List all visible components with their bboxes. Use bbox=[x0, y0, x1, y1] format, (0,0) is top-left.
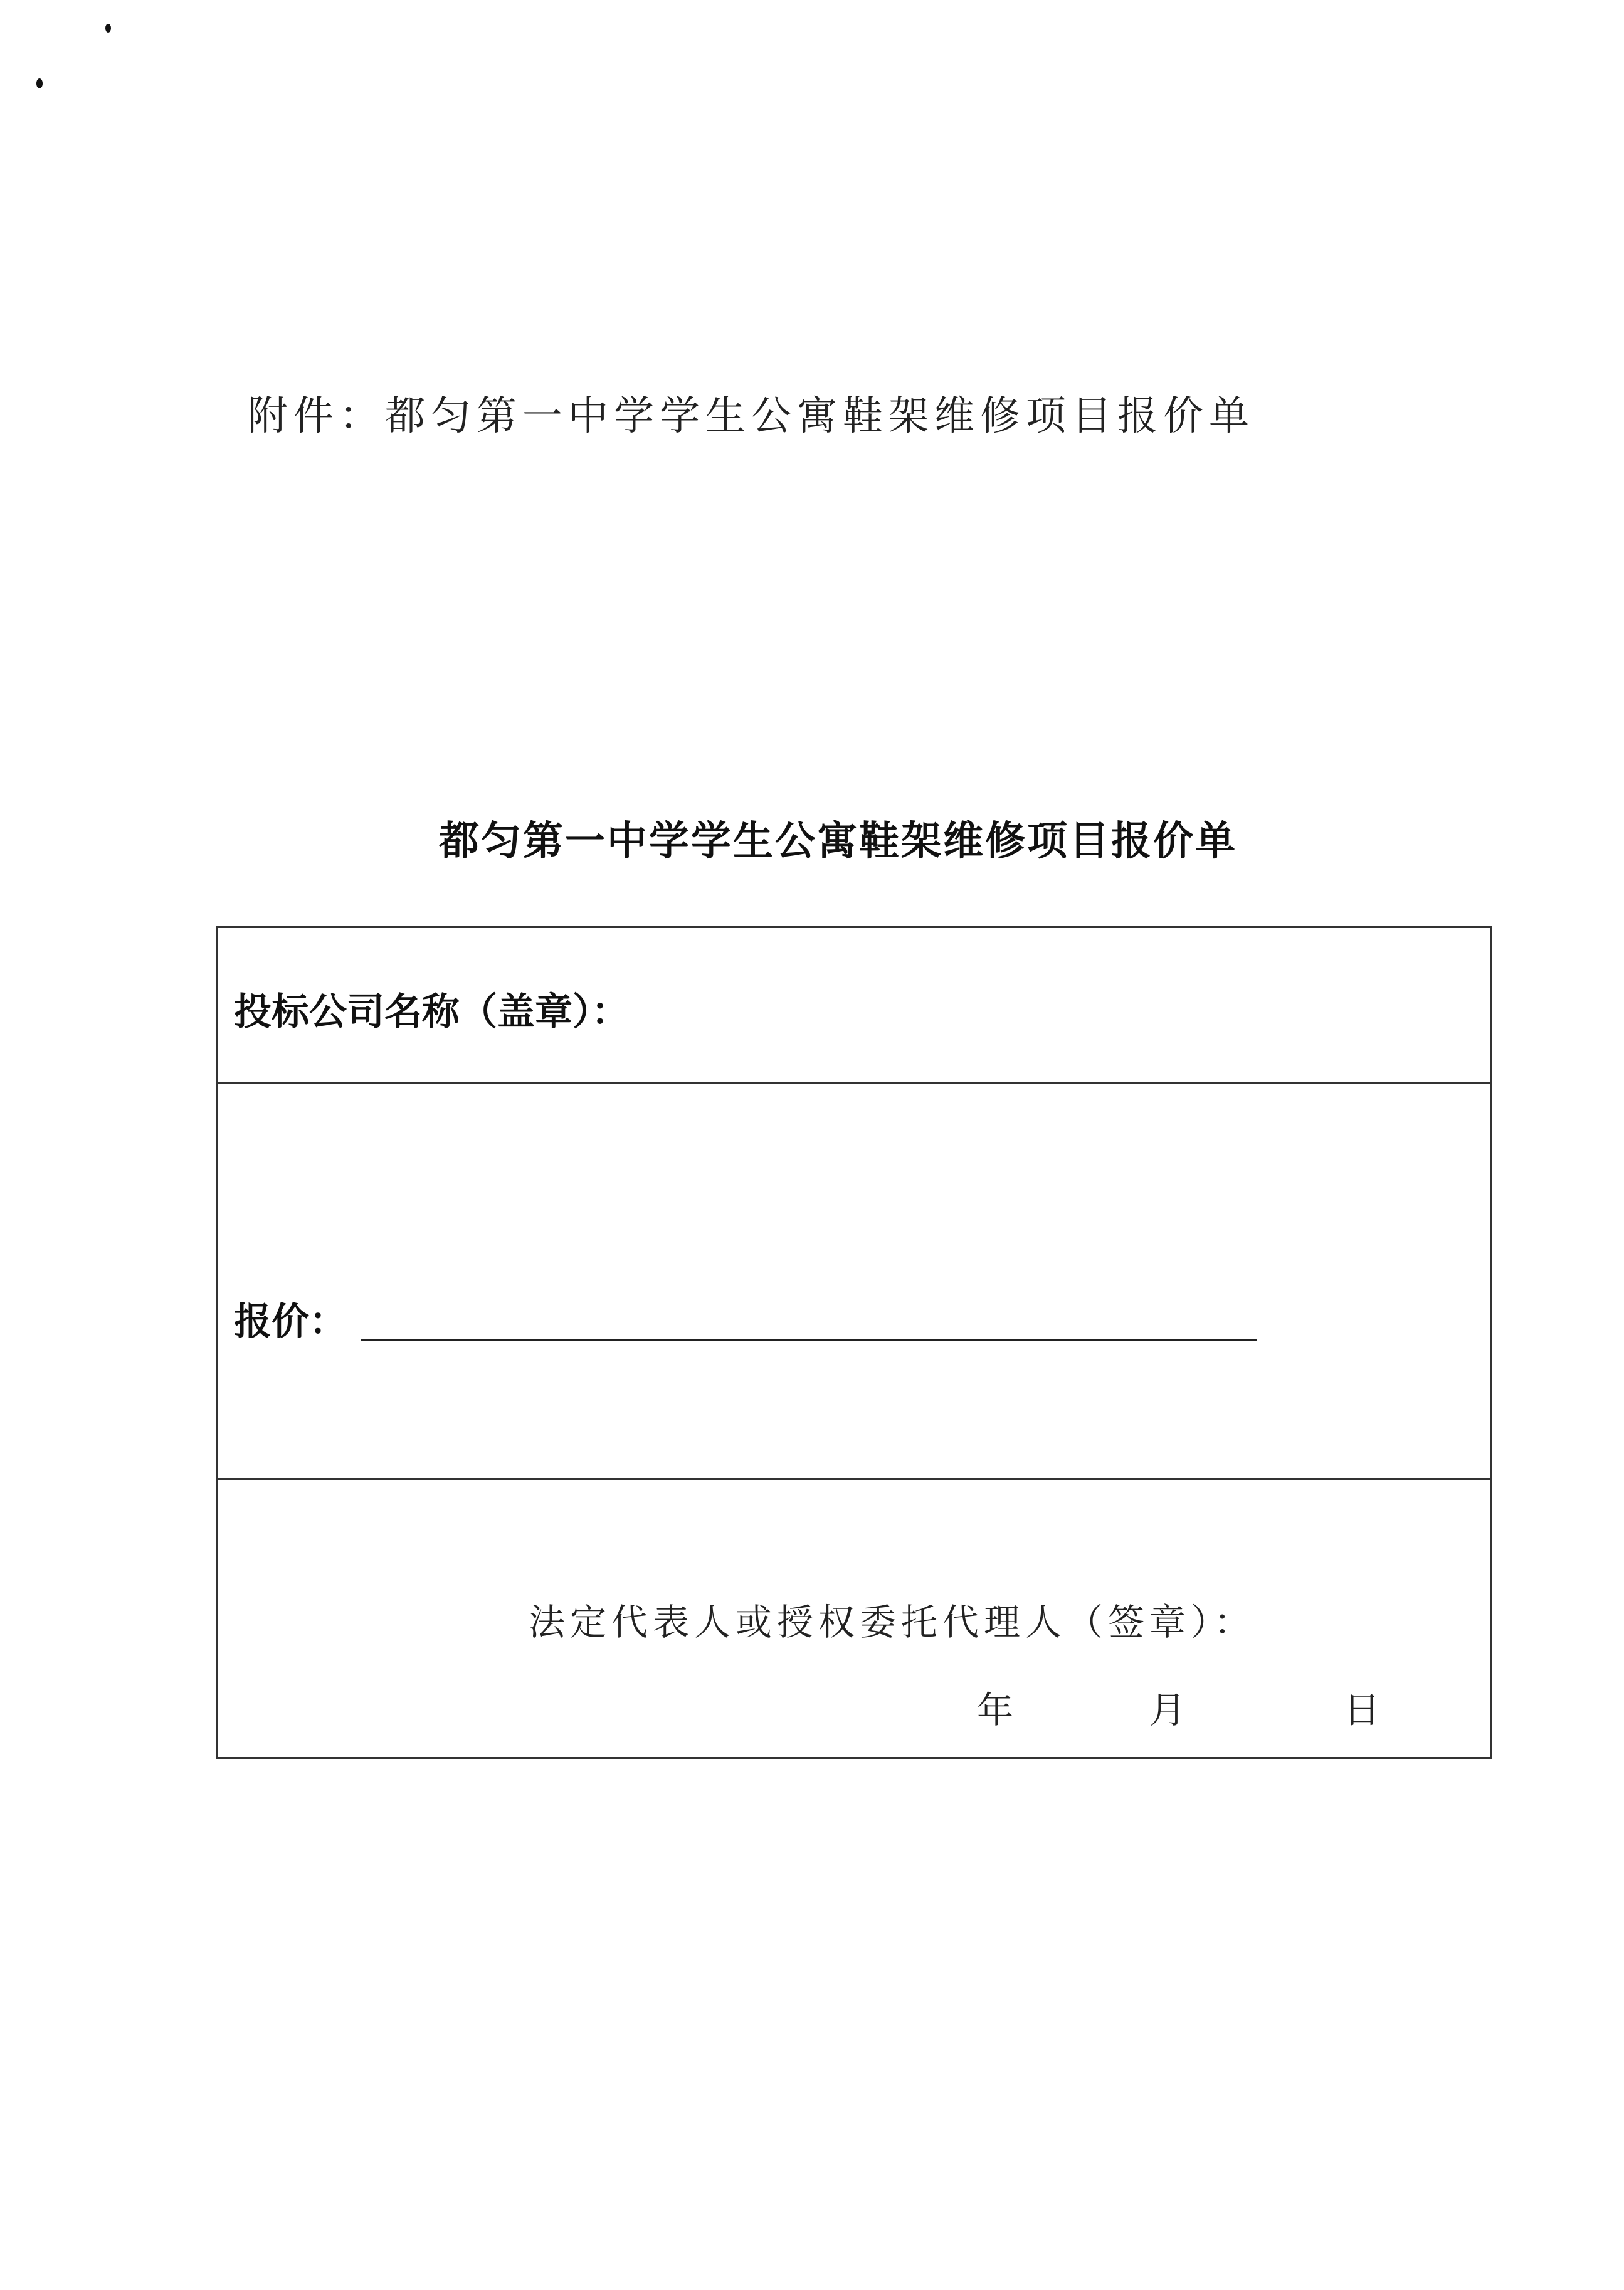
scan-speck bbox=[105, 24, 111, 33]
company-name-label: 投标公司名称（盖章）： bbox=[234, 990, 629, 1034]
date-year-label: 年 bbox=[977, 1689, 1014, 1731]
document-title: 都匀第一中学学生公寓鞋架维修项目报价单 bbox=[439, 818, 1237, 865]
date-month-label: 月 bbox=[1149, 1689, 1186, 1731]
signature-label: 法定代表人或授权委托代理人（签章）： bbox=[529, 1601, 1256, 1644]
price-label: 报价： bbox=[234, 1300, 347, 1344]
row-divider bbox=[218, 1478, 1490, 1480]
row-divider bbox=[218, 1082, 1490, 1084]
price-fill-line bbox=[361, 1339, 1257, 1341]
quotation-form-table bbox=[216, 926, 1492, 1759]
date-day-label: 日 bbox=[1344, 1689, 1381, 1731]
attachment-caption: 附件：都匀第一中学学生公寓鞋架维修项目报价单 bbox=[248, 393, 1255, 440]
scan-speck bbox=[36, 78, 43, 88]
